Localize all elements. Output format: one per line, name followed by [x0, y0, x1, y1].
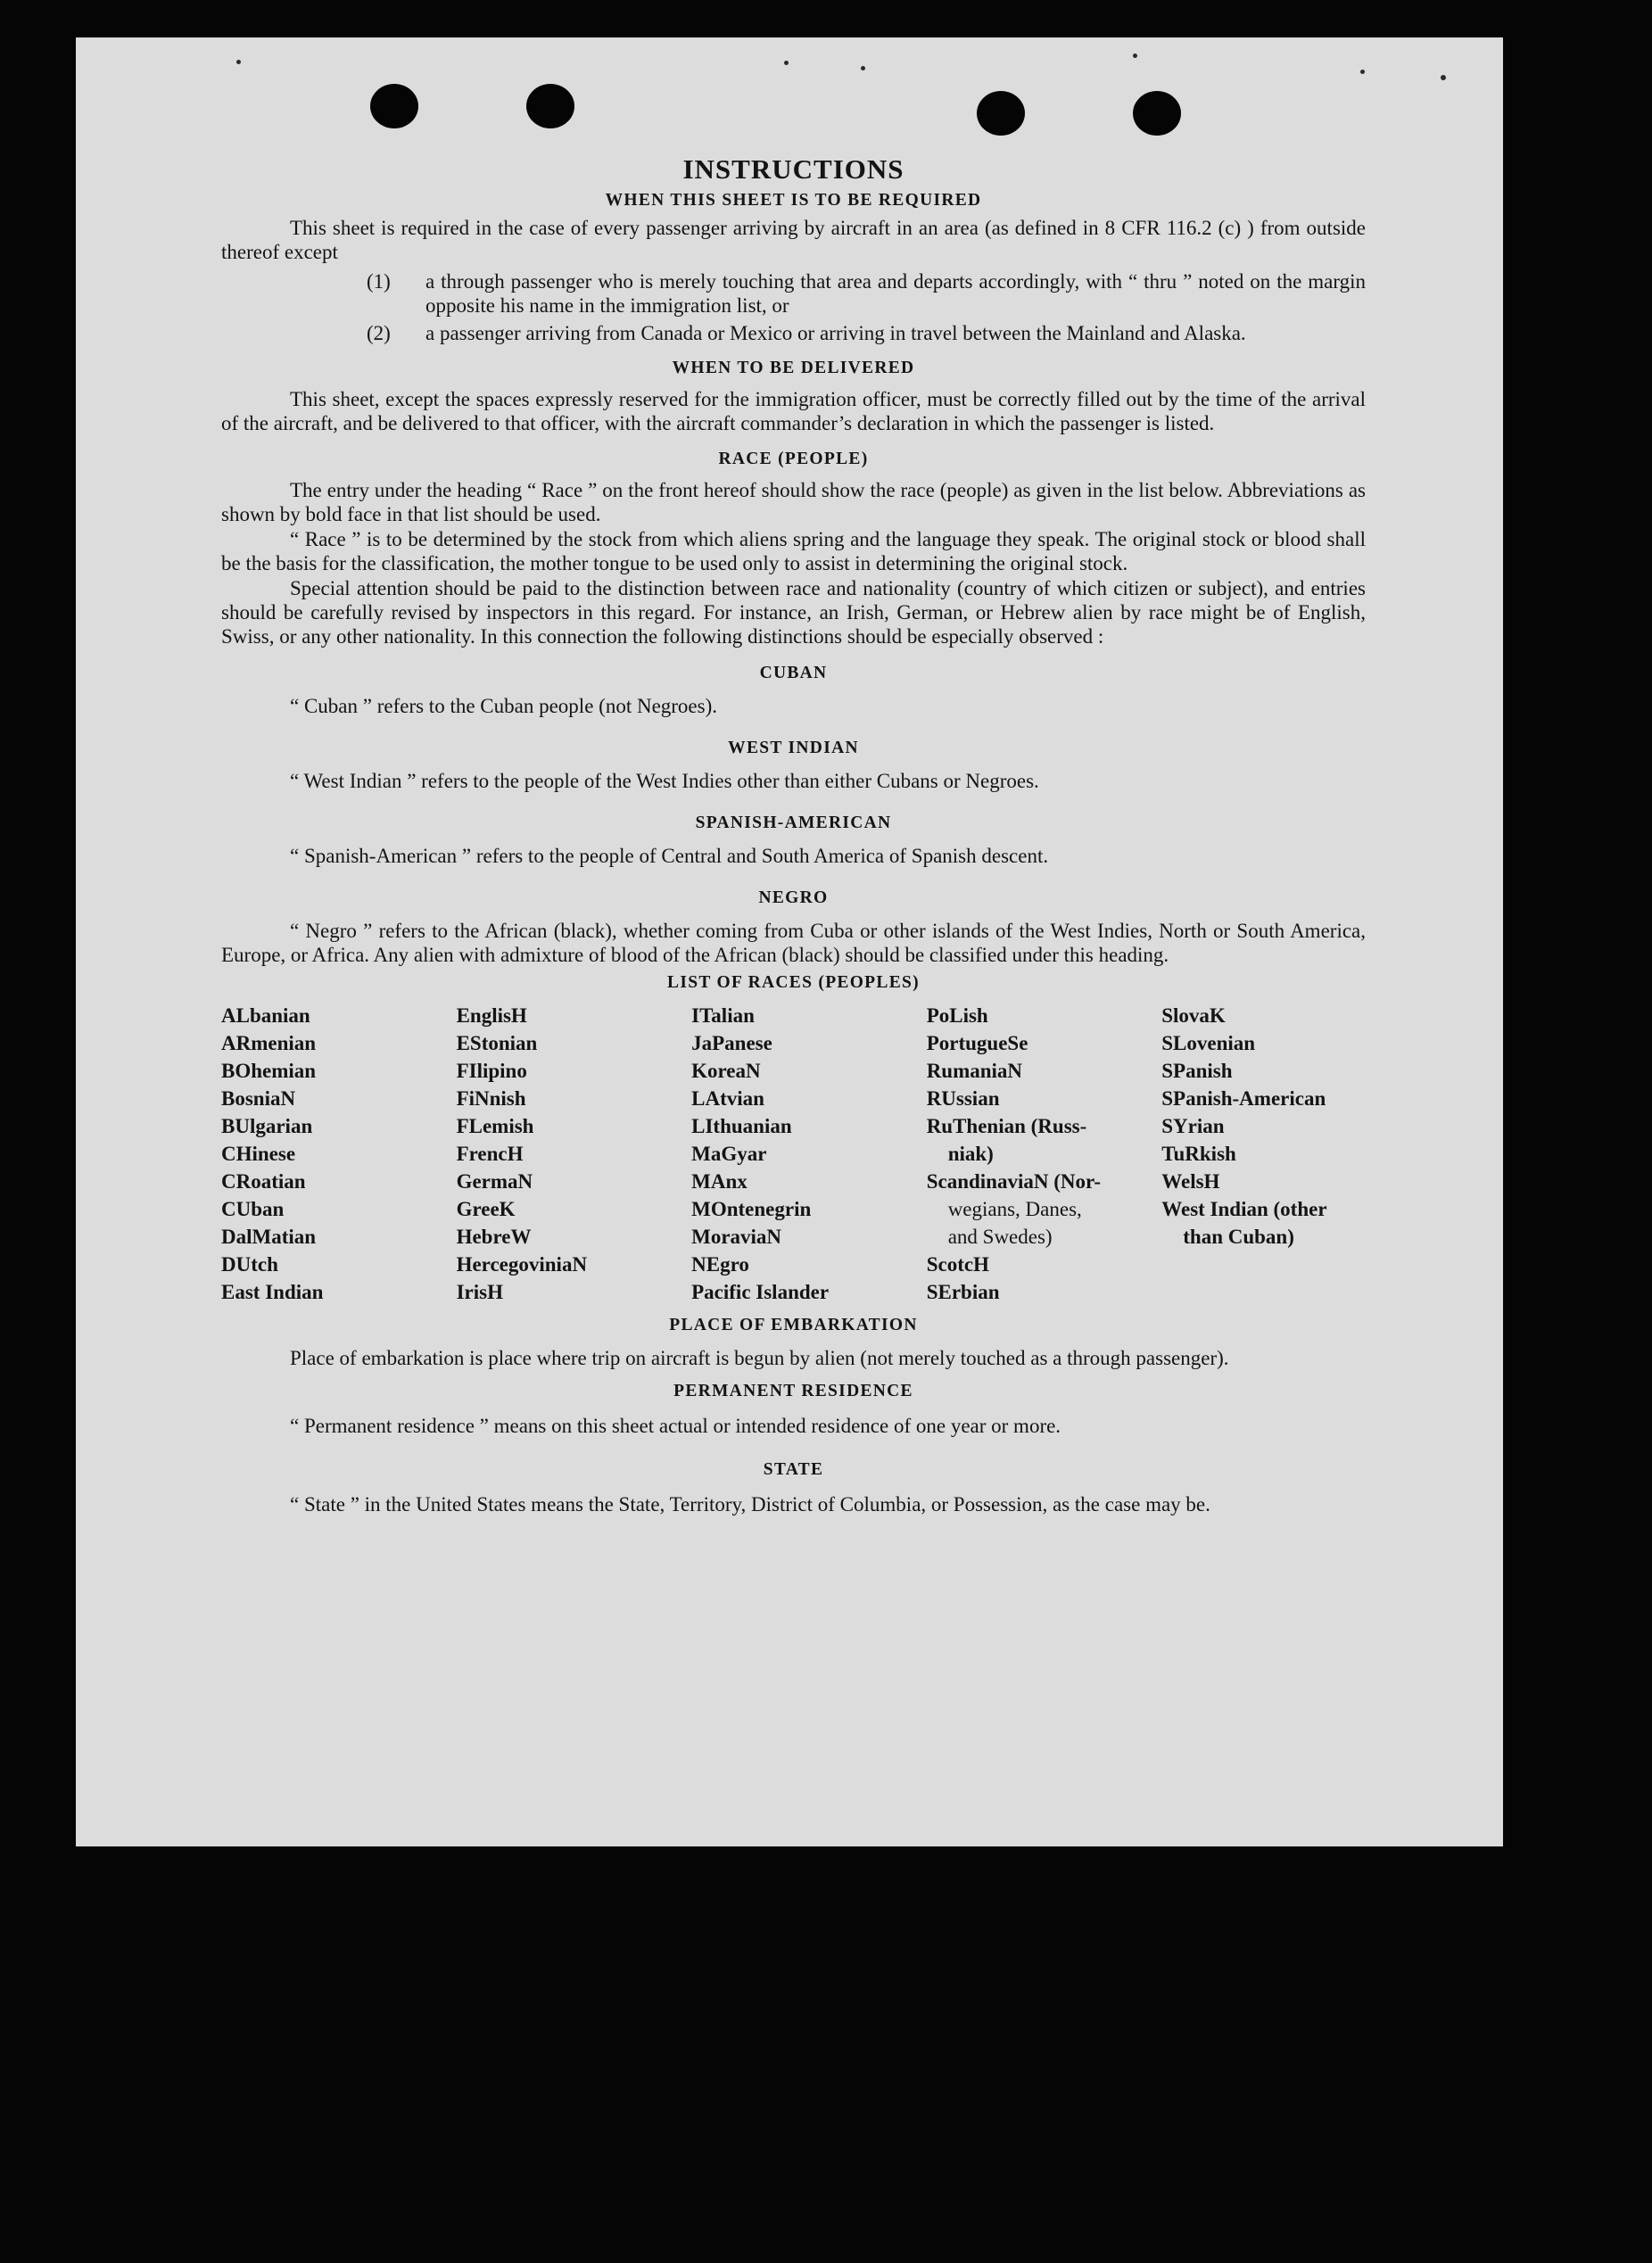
speck: [236, 60, 241, 64]
race-entry: ITalian: [691, 1004, 755, 1027]
races-column-5: [1161, 1002, 1366, 1306]
race-entry: CRoatian: [221, 1170, 306, 1193]
page-title: INSTRUCTIONS: [682, 153, 904, 185]
punch-hole-2: [526, 84, 574, 128]
punch-hole-3: [977, 91, 1025, 136]
speck: [861, 66, 865, 70]
race-entry: GermaN: [456, 1170, 533, 1193]
exception-number-2: (2): [367, 322, 391, 344]
race-entry: Pacific Islander: [691, 1281, 830, 1303]
race-entry: RUssian: [926, 1087, 1000, 1110]
paragraph-permanent-residence: “ Permanent residence ” means on this sheet actual or intended residence of one year or more.: [290, 1415, 1061, 1437]
race-entry-continued: and Swedes): [947, 1226, 1053, 1248]
paragraph-cuban: “ Cuban ” refers to the Cuban people (not Negroes).: [290, 695, 718, 717]
heading-embarkation: PLACE OF EMBARKATION: [669, 1316, 918, 1334]
race-entry: GreeK: [456, 1198, 516, 1220]
heading-spanish-american: SPANISH-AMERICAN: [695, 814, 892, 832]
race-entry-continued: niak): [947, 1143, 994, 1165]
paragraph-negro: “ Negro ” refers to the African (black), whether coming from Cuba or other islands of the West Indies, North or South America, Europe, or Africa. Any alien with admixture of blood of the African (black) should be classified under this heading.: [221, 920, 1366, 966]
list-of-races: [221, 1002, 1366, 1306]
race-entry: BOhemian: [221, 1060, 317, 1082]
heading-state: STATE: [763, 1460, 824, 1479]
heading-list-of-races: LIST OF RACES (PEOPLES): [667, 973, 920, 992]
race-entry: ScandinaviaN (Nor-: [926, 1170, 1101, 1193]
heading-west-indian: WEST INDIAN: [728, 739, 859, 757]
race-entry: SYrian: [1161, 1115, 1225, 1137]
race-entry: MAnx: [691, 1170, 748, 1193]
race-entry: MaGyar: [691, 1143, 767, 1165]
exception-text-1: a through passenger who is merely touching that area and departs accordingly, with “ thru ” noted on the margin opposite his name in the immigration list, or: [425, 270, 1366, 317]
race-entry: East Indian: [221, 1281, 324, 1303]
race-entry: FiNnish: [456, 1087, 526, 1110]
document-sheet: [76, 37, 1503, 1846]
race-entry: TuRkish: [1161, 1143, 1236, 1165]
race-entry: FIlipino: [456, 1060, 527, 1082]
race-entry: MoraviaN: [691, 1226, 782, 1248]
race-entry: SLovenian: [1161, 1032, 1256, 1054]
paragraph-race-1: The entry under the heading “ Race ” on the front hereof should show the race (people) as given in the list below. Abbreviations as shown by bold face in that list should be used.: [221, 479, 1366, 525]
races-column-2: [457, 1002, 692, 1306]
exception-item-1: [221, 269, 1366, 318]
heading-negro: NEGRO: [758, 888, 829, 907]
race-entry-continued: than Cuban): [1183, 1226, 1294, 1248]
race-entry: NEgro: [691, 1253, 749, 1276]
races-column-4: [927, 1002, 1162, 1306]
race-entry: SPanish-American: [1161, 1087, 1326, 1110]
races-column-1: [221, 1002, 457, 1306]
race-entry: MOntenegrin: [691, 1198, 812, 1220]
heading-permanent-residence: PERMANENT RESIDENCE: [673, 1382, 913, 1400]
speck: [1133, 54, 1137, 58]
race-entry: HercegoviniaN: [456, 1253, 588, 1276]
race-entry: ScotcH: [926, 1253, 989, 1276]
race-entry: CHinese: [221, 1143, 296, 1165]
exception-item-2: [221, 321, 1366, 345]
race-entry: KoreaN: [691, 1060, 761, 1082]
race-entry: CUban: [221, 1198, 285, 1220]
race-entry: IrisH: [456, 1281, 503, 1303]
paragraph-race-2: “ Race ” is to be determined by the stock from which aliens spring and the language they speak. The original stock or blood shall be the basis for the classification, the mother tongue to be used only to assist in determining the original stock.: [221, 528, 1366, 574]
race-entry: PoLish: [926, 1004, 988, 1027]
race-entry: EStonian: [456, 1032, 538, 1054]
race-entry: ALbanian: [221, 1004, 310, 1027]
heading-when-required: WHEN THIS SHEET IS TO BE REQUIRED: [605, 191, 982, 210]
races-column-3: [691, 1002, 927, 1306]
race-entry: FrencH: [456, 1143, 524, 1165]
race-entry-continued: wegians, Danes,: [947, 1198, 1082, 1220]
heading-cuban: CUBAN: [759, 664, 828, 682]
race-entry: ARmenian: [221, 1032, 317, 1054]
heading-race: RACE (PEOPLE): [718, 450, 869, 468]
race-entry: West Indian (other: [1161, 1198, 1327, 1220]
exception-text-2: a passenger arriving from Canada or Mexico or arriving in travel between the Mainland and Alaska.: [425, 322, 1246, 344]
speck: [784, 61, 789, 65]
race-entry: BUlgarian: [221, 1115, 313, 1137]
paragraph-embarkation: Place of embarkation is place where trip on aircraft is begun by alien (not merely touched as a through passenger).: [290, 1347, 1229, 1369]
race-entry: DUtch: [221, 1253, 278, 1276]
race-entry: JaPanese: [691, 1032, 772, 1054]
race-entry: HebreW: [456, 1226, 532, 1248]
speck: [1360, 70, 1365, 74]
instructions-content: [221, 153, 1366, 1516]
race-entry: RuThenian (Russ-: [926, 1115, 1087, 1137]
paragraph-spanish-american: “ Spanish-American ” refers to the people of Central and South America of Spanish descent.: [290, 845, 1049, 867]
race-entry: SPanish: [1161, 1060, 1233, 1082]
paragraph-when-delivered: This sheet, except the spaces expressly reserved for the immigration officer, must be correctly filled out by the time of the arrival of the aircraft, and be delivered to that officer, with the aircraft commander’s declaration in which the passenger is listed.: [221, 388, 1366, 434]
punch-hole-4: [1133, 91, 1181, 136]
race-entry: SErbian: [926, 1281, 1000, 1303]
paragraph-when-required: This sheet is required in the case of every passenger arriving by aircraft in an area (as defined in 8 CFR 116.2 (c) ) from outside thereof except: [221, 217, 1366, 263]
race-entry: EnglisH: [456, 1004, 527, 1027]
race-entry: DalMatian: [221, 1226, 317, 1248]
race-entry: LIthuanian: [691, 1115, 792, 1137]
race-entry: PortugueSe: [926, 1032, 1028, 1054]
heading-when-delivered: WHEN TO BE DELIVERED: [672, 359, 915, 377]
punch-hole-1: [370, 84, 418, 128]
paragraph-race-3: Special attention should be paid to the distinction between race and nationality (country of which citizen or subject), and entries should be carefully revised by inspectors in this regard. For instance, an Irish, German, or Hebrew alien by race might be of English, Swiss, or any other nationality. In this connection the following distinctions should be especially observed :: [221, 577, 1366, 648]
race-entry: FLemish: [456, 1115, 534, 1137]
race-entry: LAtvian: [691, 1087, 764, 1110]
race-entry: WelsH: [1161, 1170, 1220, 1193]
race-entry: BosniaN: [221, 1087, 296, 1110]
race-entry: SlovaK: [1161, 1004, 1226, 1027]
speck: [1441, 75, 1446, 80]
paragraph-state: “ State ” in the United States means the State, Territory, District of Columbia, or Possession, as the case may be.: [290, 1493, 1210, 1516]
exception-number-1: (1): [367, 270, 391, 293]
race-entry: RumaniaN: [926, 1060, 1023, 1082]
paragraph-west-indian: “ West Indian ” refers to the people of the West Indies other than either Cubans or Negroes.: [290, 770, 1039, 792]
